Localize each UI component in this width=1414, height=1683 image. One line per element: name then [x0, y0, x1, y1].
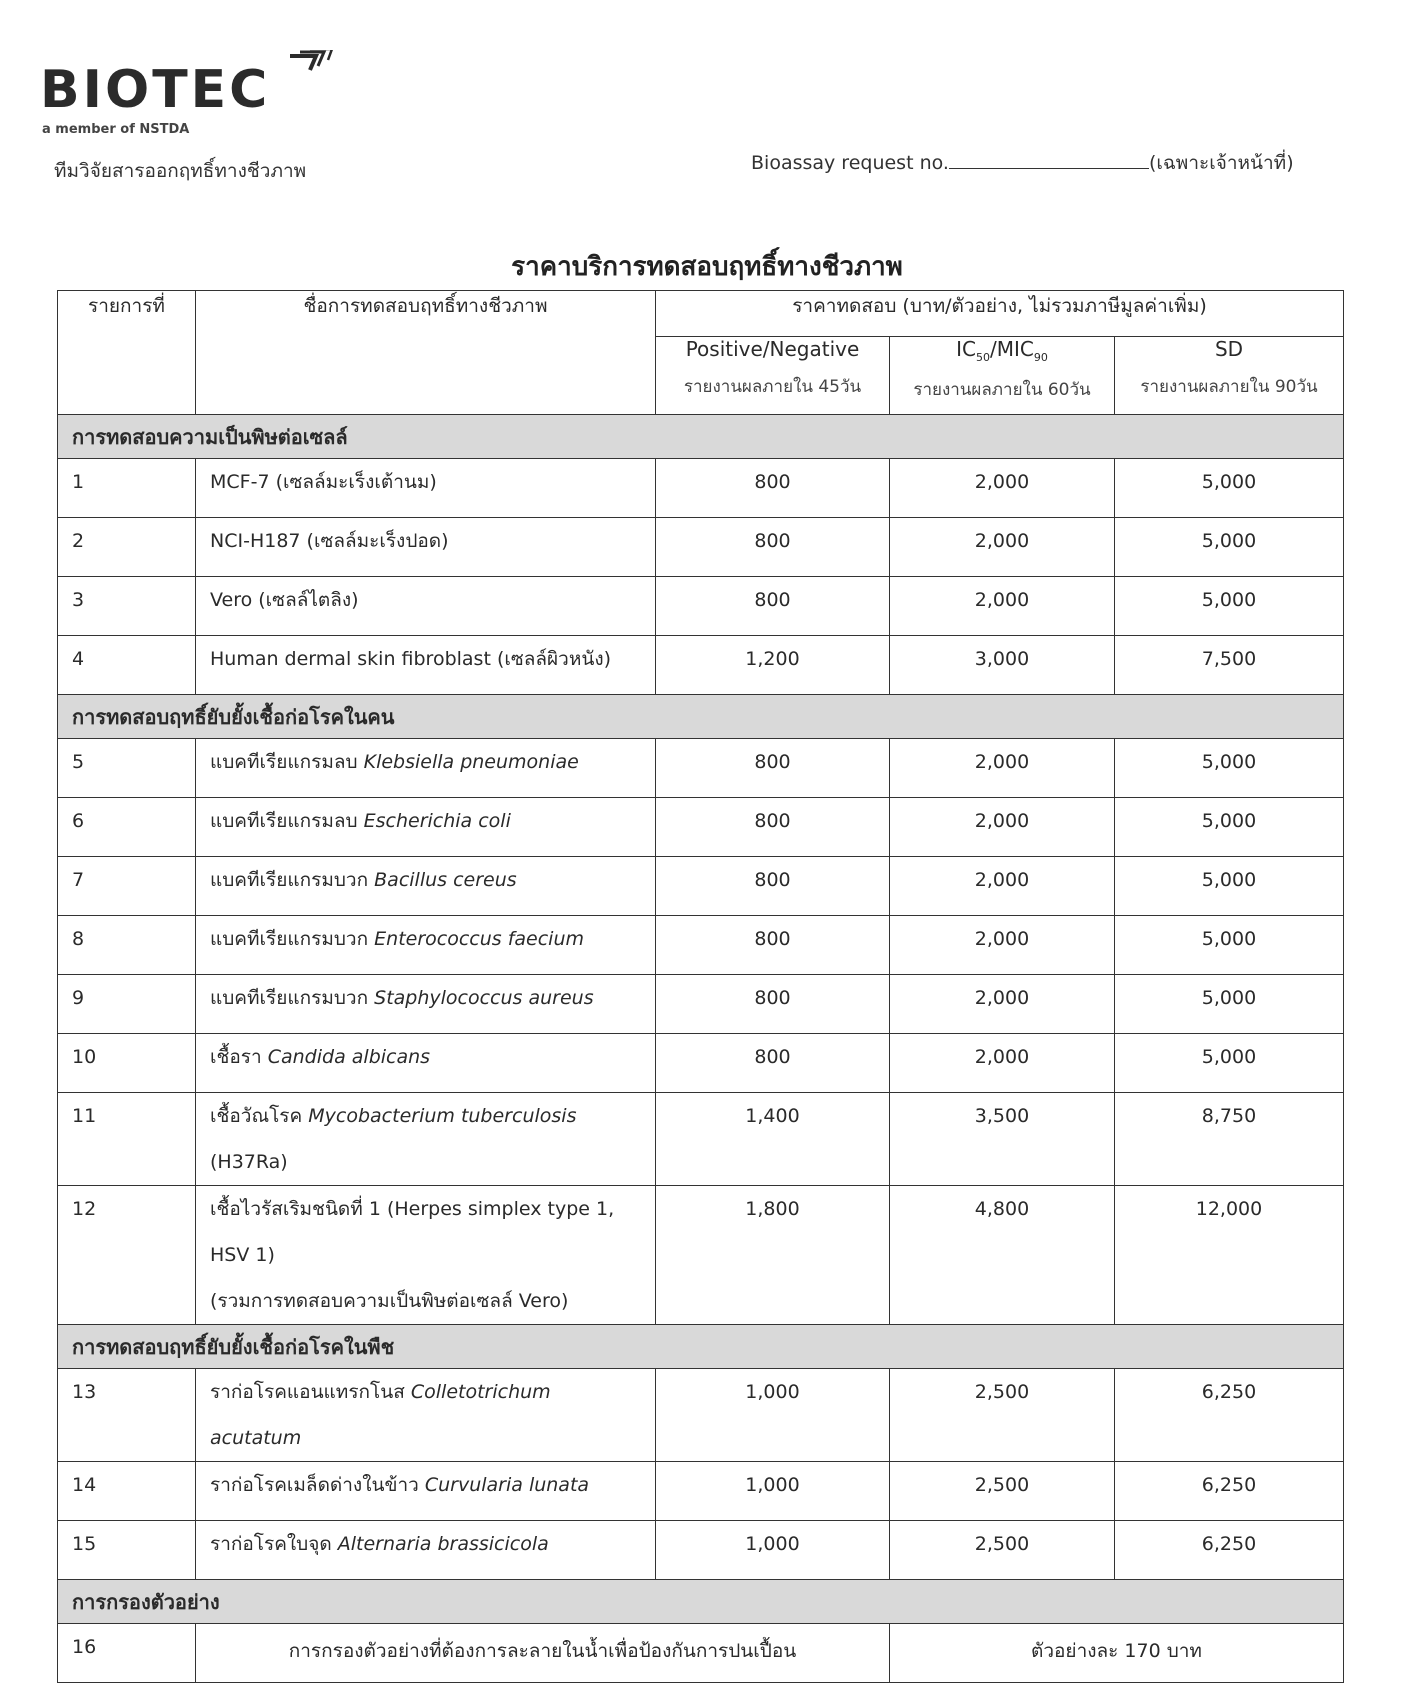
table-row	[58, 857, 1344, 916]
table-row	[58, 1034, 1344, 1093]
section-title: การทดสอบฤทธิ์ยับยั้งเชื้อก่อโรคในพืช	[58, 1325, 1344, 1369]
price-sd: 6,250	[1115, 1462, 1344, 1521]
section-title: การกรองตัวอย่าง	[58, 1580, 1344, 1624]
test-name: เชื้อรา Candida albicans	[196, 1034, 656, 1093]
test-name: ราก่อโรคเมล็ดด่างในข้าว Curvularia lunata	[196, 1462, 656, 1521]
table-header-row	[58, 291, 1344, 337]
test-name: แบคทีเรียแกรมลบ Klebsiella pneumoniae	[196, 739, 656, 798]
subheader-ic50-mic90	[890, 337, 1115, 415]
table-row	[58, 916, 1344, 975]
subheader-note: รายงานผลภายใน 60วัน	[913, 380, 1091, 400]
price-positive-negative: 800	[656, 577, 890, 636]
price-sd: 6,250	[1115, 1521, 1344, 1580]
price-ic50: 4,800	[890, 1186, 1115, 1325]
table-row	[58, 1521, 1344, 1580]
price-positive-negative: 1,200	[656, 636, 890, 695]
table-row	[58, 798, 1344, 857]
price-positive-negative: 1,000	[656, 1521, 890, 1580]
request-note: (เฉพาะเจ้าหน้าที่)	[1148, 152, 1294, 174]
header-test-name: ชื่อการทดสอบฤทธิ์ทางชีวภาพ	[196, 291, 656, 415]
price-positive-negative: 800	[656, 916, 890, 975]
request-label: Bioassay request no.	[751, 152, 949, 174]
page-title: ราคาบริการทดสอบฤทธิ์ทางชีวภาพ	[511, 252, 903, 282]
price-ic50: 2,000	[890, 798, 1115, 857]
price-sd: 5,000	[1115, 798, 1344, 857]
item-no: 7	[58, 857, 196, 916]
item-no: 11	[58, 1093, 196, 1186]
research-unit: ทีมวิจัยสารออกฤทธิ์ทางชีวภาพ	[54, 160, 307, 182]
test-name: ราก่อโรคใบจุด Alternaria brassicicola	[196, 1521, 656, 1580]
test-name: แบคทีเรียแกรมบวก Enterococcus faecium	[196, 916, 656, 975]
test-name: แบคทีเรียแกรมลบ Escherichia coli	[196, 798, 656, 857]
item-no: 9	[58, 975, 196, 1034]
price-sd: 6,250	[1115, 1369, 1344, 1462]
price-positive-negative: 1,000	[656, 1369, 890, 1462]
price-ic50: 2,000	[890, 739, 1115, 798]
price-ic50: 2,000	[890, 975, 1115, 1034]
table-row	[58, 518, 1344, 577]
section-cytotoxicity	[58, 415, 1344, 459]
price-ic50: 3,500	[890, 1093, 1115, 1186]
price-sd: 5,000	[1115, 577, 1344, 636]
item-no: 15	[58, 1521, 196, 1580]
logo-mark-icon	[286, 50, 334, 90]
logo-text: BIOTEC	[40, 60, 271, 120]
test-name: Vero (เซลล์ไตลิง)	[196, 577, 656, 636]
section-sample-filtering	[58, 1580, 1344, 1624]
price-positive-negative: 800	[656, 1034, 890, 1093]
price-sd: 5,000	[1115, 518, 1344, 577]
price-positive-negative: 800	[656, 857, 890, 916]
item-no: 14	[58, 1462, 196, 1521]
subheader-name: Positive/Negative	[685, 337, 860, 361]
table-row	[58, 1624, 1344, 1683]
price-ic50: 2,000	[890, 577, 1115, 636]
item-no: 10	[58, 1034, 196, 1093]
biotec-logo	[40, 50, 340, 136]
price-ic50: 2,500	[890, 1369, 1115, 1462]
price-ic50: 2,500	[890, 1462, 1115, 1521]
test-name: MCF-7 (เซลล์มะเร็งเต้านม)	[196, 459, 656, 518]
item-no: 13	[58, 1369, 196, 1462]
price-positive-negative: 800	[656, 459, 890, 518]
price-sd: 12,000	[1115, 1186, 1344, 1325]
table-row	[58, 975, 1344, 1034]
price-sd: 5,000	[1115, 975, 1344, 1034]
request-number-field	[751, 148, 1294, 178]
test-name: เชื้อไวรัสเริมชนิดที่ 1 (Herpes simplex type 1, HSV 1) (รวมการทดสอบความเป็นพิษต่อเซลล์ Vero)	[196, 1186, 656, 1325]
item-no: 4	[58, 636, 196, 695]
price-sd: 7,500	[1115, 636, 1344, 695]
price-positive-negative: 800	[656, 798, 890, 857]
price-sd: 8,750	[1115, 1093, 1344, 1186]
section-title: การทดสอบความเป็นพิษต่อเซลล์	[58, 415, 1344, 459]
price-ic50: 2,000	[890, 916, 1115, 975]
price-sd: 5,000	[1115, 459, 1344, 518]
header-price: ราคาทดสอบ (บาท/ตัวอย่าง, ไม่รวมภาษีมูลค่าเพิ่ม)	[656, 291, 1344, 337]
test-name: การกรองตัวอย่างที่ต้องการละลายในน้ำเพื่อป้องกันการปนเปื้อน	[196, 1624, 890, 1683]
price-sd: 5,000	[1115, 1034, 1344, 1093]
price-positive-negative: 800	[656, 975, 890, 1034]
logo-subtitle: a member of NSTDA	[42, 122, 190, 137]
test-name: Human dermal skin fibroblast (เซลล์ผิวหนัง)	[196, 636, 656, 695]
item-no: 12	[58, 1186, 196, 1325]
table-row	[58, 739, 1344, 798]
item-no: 2	[58, 518, 196, 577]
price-positive-negative: 1,400	[656, 1093, 890, 1186]
price-positive-negative: 1,800	[656, 1186, 890, 1325]
item-no: 16	[58, 1624, 196, 1683]
table-row	[58, 1369, 1344, 1462]
price-positive-negative: 800	[656, 739, 890, 798]
price-positive-negative: 1,000	[656, 1462, 890, 1521]
table-row	[58, 636, 1344, 695]
price-sd: 5,000	[1115, 857, 1344, 916]
test-name: เชื้อวัณโรค Mycobacterium tuberculosis (H37Ra)	[196, 1093, 656, 1186]
item-no: 3	[58, 577, 196, 636]
price-sd: 5,000	[1115, 739, 1344, 798]
item-no: 1	[58, 459, 196, 518]
price-sd: 5,000	[1115, 916, 1344, 975]
subheader-name: $IC_{50}/MIC_{90}$	[956, 337, 1048, 364]
section-human-pathogens	[58, 695, 1344, 739]
price-table	[57, 290, 1344, 1683]
test-name: ราก่อโรคแอนแทรกโนส Colletotrichum acutatum	[196, 1369, 656, 1462]
request-blank-line	[949, 150, 1149, 169]
price-ic50: 2,500	[890, 1521, 1115, 1580]
table-row	[58, 1462, 1344, 1521]
subheader-positive-negative	[656, 337, 890, 415]
item-no: 8	[58, 916, 196, 975]
price-ic50: 2,000	[890, 1034, 1115, 1093]
test-name: แบคทีเรียแกรมบวก Staphylococcus aureus	[196, 975, 656, 1034]
table-row	[58, 459, 1344, 518]
header-item-no: รายการที่	[58, 291, 196, 415]
item-no: 6	[58, 798, 196, 857]
subheader-note: รายงานผลภายใน 45วัน	[683, 377, 862, 397]
subheader-note: รายงานผลภายใน 90วัน	[1140, 377, 1318, 397]
subheader-name: SD	[1214, 337, 1244, 361]
table-row	[58, 1093, 1344, 1186]
price-positive-negative: 800	[656, 518, 890, 577]
table-row	[58, 577, 1344, 636]
section-plant-pathogens	[58, 1325, 1344, 1369]
filtering-price: ตัวอย่างละ 170 บาท	[890, 1624, 1344, 1683]
section-title: การทดสอบฤทธิ์ยับยั้งเชื้อก่อโรคในคน	[58, 695, 1344, 739]
test-name: NCI-H187 (เซลล์มะเร็งปอด)	[196, 518, 656, 577]
price-ic50: 3,000	[890, 636, 1115, 695]
price-ic50: 2,000	[890, 857, 1115, 916]
price-ic50: 2,000	[890, 518, 1115, 577]
price-ic50: 2,000	[890, 459, 1115, 518]
item-no: 5	[58, 739, 196, 798]
table-row	[58, 1186, 1344, 1325]
test-name: แบคทีเรียแกรมบวก Bacillus cereus	[196, 857, 656, 916]
subheader-sd	[1115, 337, 1344, 415]
